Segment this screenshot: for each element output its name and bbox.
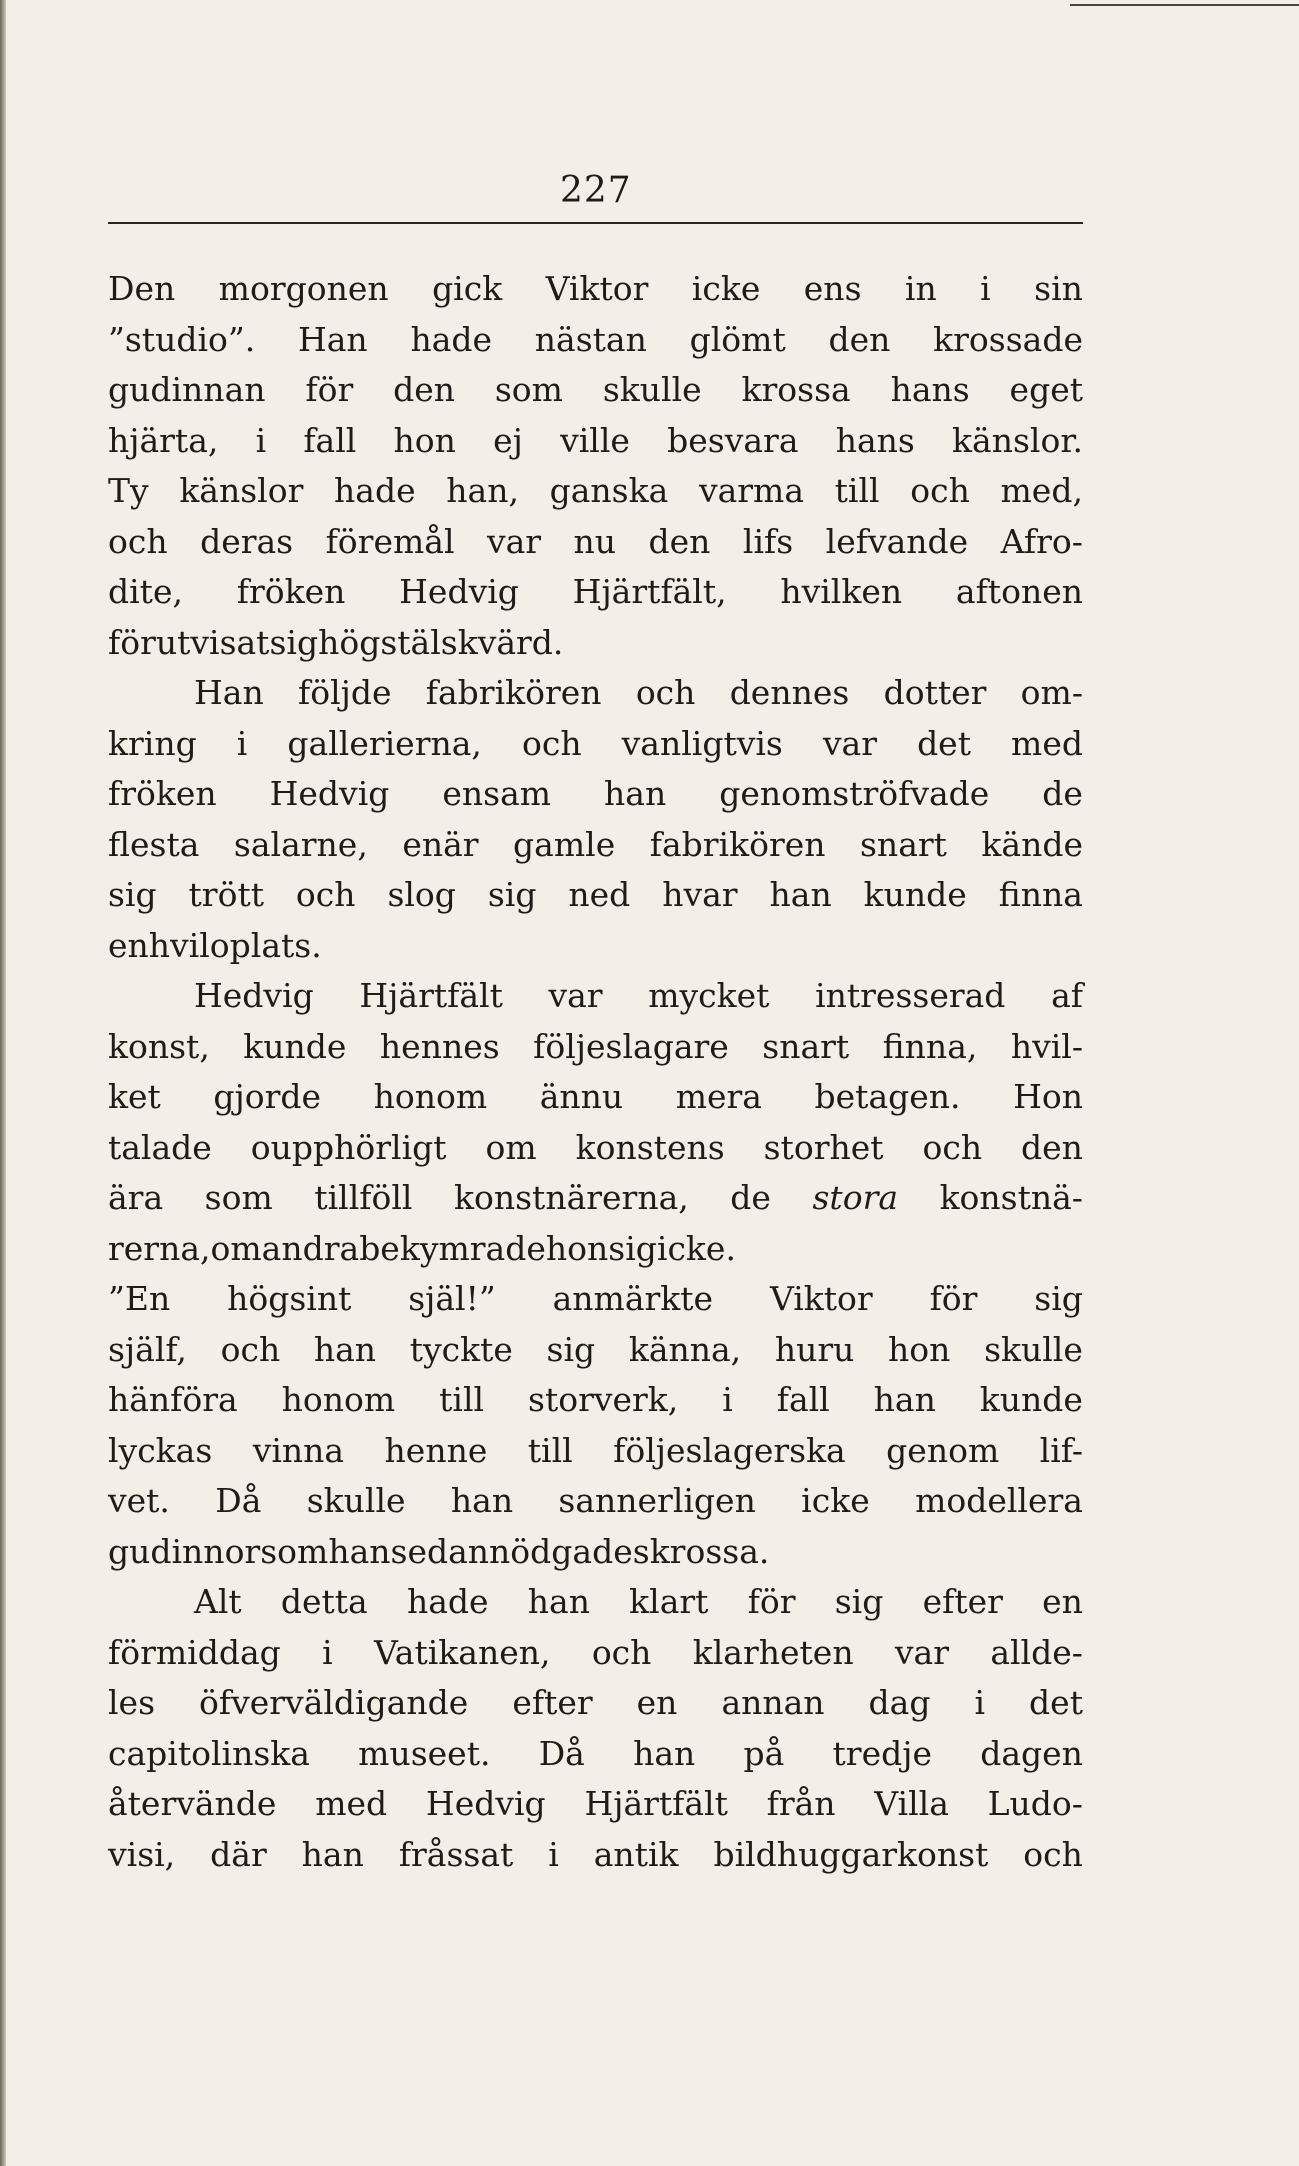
word: slog — [387, 875, 456, 914]
text-line — [108, 517, 1083, 568]
word: för — [929, 1279, 978, 1318]
word: besvara — [667, 420, 799, 460]
word: talade — [108, 1127, 212, 1167]
word: icke. — [656, 1228, 736, 1268]
word: hon — [393, 420, 456, 460]
word: tyckte — [409, 1329, 513, 1369]
word: den — [1021, 1127, 1083, 1167]
text-line — [108, 719, 1083, 770]
text-line — [108, 1274, 1083, 1325]
word: som — [260, 1531, 329, 1571]
word: mera — [675, 1077, 762, 1116]
word: till — [527, 1430, 573, 1470]
word: gallerierna, — [287, 723, 482, 763]
word: sannerligen — [558, 1481, 756, 1520]
word: öfverväldigande — [199, 1683, 469, 1722]
word: Viktor — [545, 269, 649, 308]
word: Hedvig — [269, 774, 390, 813]
word: tillföll — [314, 1178, 413, 1217]
word: Ty — [108, 471, 149, 510]
word: och — [220, 1329, 281, 1369]
word: hans — [835, 420, 915, 460]
word: tredje — [832, 1733, 932, 1773]
word: ganska — [549, 471, 669, 510]
word: med — [315, 1784, 388, 1823]
word: klarheten — [692, 1632, 854, 1672]
word: en — [636, 1683, 678, 1722]
word: skulle — [984, 1329, 1083, 1369]
text-line — [108, 1830, 1083, 1881]
word: var — [822, 723, 877, 763]
word: krossa. — [649, 1531, 770, 1571]
body-text — [108, 264, 1083, 1880]
text-line — [108, 618, 1083, 669]
word: ära — [108, 1178, 164, 1217]
word: ned — [568, 875, 631, 914]
word: anmärkte — [552, 1279, 714, 1318]
word: han — [328, 1531, 391, 1571]
word: enär — [402, 824, 479, 864]
word: var — [894, 1632, 949, 1672]
word: han — [604, 774, 667, 813]
text-line — [108, 264, 1083, 315]
word: och — [108, 521, 168, 561]
word: i — [974, 1683, 986, 1722]
word: hänföra — [108, 1380, 238, 1419]
word: antik — [593, 1834, 679, 1874]
word: museet. — [358, 1733, 491, 1773]
word: hvilken — [780, 572, 903, 611]
word: hvil- — [1010, 1026, 1083, 1066]
text-line — [108, 365, 1083, 416]
word: icke — [801, 1481, 870, 1520]
word: känna, — [628, 1329, 742, 1369]
word: kunde — [243, 1026, 347, 1066]
word: rerna, — [108, 1228, 211, 1268]
word: en — [1042, 1582, 1083, 1621]
word: Den — [108, 269, 176, 308]
word: gamle — [513, 824, 616, 864]
word: hon — [545, 1228, 609, 1268]
word: lif- — [1039, 1430, 1083, 1470]
word: sig — [1034, 1279, 1083, 1318]
word: högst — [318, 622, 411, 662]
header-rule — [108, 222, 1083, 224]
word: hade — [334, 471, 416, 510]
word: skulle — [602, 370, 702, 409]
word: deras — [200, 521, 294, 561]
word: dennes — [729, 673, 850, 712]
word: kunde — [979, 1380, 1083, 1419]
word: klart — [629, 1582, 709, 1621]
word: Ludo- — [987, 1784, 1083, 1823]
word: förmiddag — [108, 1632, 281, 1672]
word: efter — [512, 1683, 593, 1722]
word: capitolinska — [108, 1733, 310, 1773]
word: hans — [890, 370, 970, 409]
text-line — [108, 769, 1083, 820]
word: och — [521, 723, 582, 763]
word: dotter — [883, 673, 987, 712]
word: finna, — [882, 1026, 978, 1066]
word: känslor. — [952, 420, 1083, 460]
word: Hjärtfält — [584, 1784, 728, 1823]
word: vet. — [108, 1481, 170, 1520]
word: i — [980, 269, 991, 308]
word: han — [633, 1733, 696, 1773]
page-number: 227 — [560, 170, 632, 211]
word: andra — [261, 1228, 360, 1268]
text-line — [108, 567, 1083, 618]
page-edge-shadow — [0, 0, 6, 2166]
word: hade — [410, 319, 493, 359]
word: älskvärd. — [410, 622, 564, 662]
word: han, — [446, 471, 519, 510]
word: som — [204, 1178, 273, 1217]
word: från — [766, 1784, 836, 1823]
text-line — [108, 1577, 1083, 1628]
word: visat — [190, 622, 270, 662]
text-line — [108, 921, 1083, 972]
word: glömt — [689, 319, 786, 359]
word: sig — [269, 622, 319, 662]
word: dagen — [980, 1733, 1083, 1773]
word: oupphörligt — [250, 1127, 447, 1167]
word: själ!” — [408, 1279, 496, 1318]
text-line — [108, 1173, 1083, 1224]
word: konstnärerna, — [454, 1178, 689, 1217]
word: han — [527, 1582, 590, 1621]
top-margin-rule — [1070, 4, 1299, 6]
text-line — [108, 870, 1083, 921]
word: de — [1042, 774, 1083, 813]
word: gick — [432, 269, 503, 308]
text-line — [108, 668, 1083, 719]
word: han — [769, 875, 832, 914]
word: ens — [803, 269, 862, 308]
word: Han — [297, 319, 368, 359]
word: Hedvig — [425, 1784, 546, 1823]
word: han — [301, 1834, 364, 1874]
word: var — [486, 521, 542, 561]
word: dag — [868, 1683, 931, 1722]
word: detta — [280, 1582, 368, 1621]
word: gudinnan — [108, 370, 266, 409]
word: flesta — [108, 824, 200, 864]
word: det — [1029, 1683, 1083, 1722]
word: han — [450, 1481, 514, 1520]
word: kände — [981, 824, 1083, 864]
word: honom — [281, 1380, 396, 1419]
word: förut — [108, 622, 191, 662]
word: genomströfvade — [719, 774, 990, 813]
text-line — [108, 466, 1083, 517]
word: och — [635, 673, 696, 712]
text-line — [108, 1476, 1083, 1527]
word: i — [722, 1380, 733, 1419]
word: och — [1023, 1834, 1083, 1874]
word: krossa — [741, 370, 851, 409]
word: allde- — [990, 1632, 1083, 1672]
word: återvände — [108, 1784, 277, 1823]
word: ej — [493, 420, 523, 460]
word: sig — [487, 875, 537, 914]
text-line — [108, 971, 1083, 1022]
text-line — [108, 1375, 1083, 1426]
word: ”En — [108, 1279, 171, 1318]
word: ket — [108, 1077, 161, 1116]
word: fråssat — [398, 1834, 514, 1874]
text-line — [108, 1779, 1083, 1830]
word: och — [295, 875, 356, 914]
word: följeslagare — [533, 1026, 729, 1066]
word: vinna — [252, 1430, 345, 1470]
word: varma — [698, 471, 804, 510]
text-line — [108, 416, 1083, 467]
text-line — [108, 1678, 1083, 1729]
word: mycket — [648, 976, 770, 1015]
word: med, — [1000, 471, 1083, 510]
word: trött — [188, 875, 264, 914]
word: sig — [108, 875, 157, 914]
text-line — [108, 1022, 1083, 1073]
word: betagen. — [814, 1077, 961, 1116]
text-line — [108, 1325, 1083, 1376]
word: storhet — [763, 1127, 884, 1167]
word: ville — [560, 420, 630, 460]
text-line — [108, 1527, 1083, 1578]
word: och — [922, 1127, 983, 1167]
text-line — [108, 1628, 1083, 1679]
word: snart — [762, 1026, 850, 1066]
word: det — [917, 723, 971, 763]
word: aftonen — [955, 572, 1083, 611]
word: konstens — [575, 1127, 725, 1167]
word: Han — [194, 673, 264, 712]
word: sin — [1034, 269, 1083, 308]
word: han — [873, 1380, 936, 1419]
word: vanligtvis — [621, 723, 783, 763]
word: hviloplats. — [148, 925, 322, 965]
word: kunde — [863, 875, 967, 914]
word: följde — [297, 673, 392, 712]
word: känslor — [179, 471, 304, 510]
word: Hjärtfält, — [572, 572, 727, 611]
word: les — [108, 1683, 156, 1722]
word: om — [485, 1127, 537, 1167]
word: fröken — [236, 572, 346, 611]
word: hjärta, — [108, 420, 219, 460]
word: till — [439, 1380, 485, 1419]
word: nästan — [534, 319, 647, 359]
word: genom — [886, 1430, 1000, 1470]
word: lifs — [742, 521, 794, 561]
text-line — [108, 1729, 1083, 1780]
word: ännu — [539, 1077, 624, 1116]
word: han — [313, 1329, 377, 1369]
word: var — [548, 976, 603, 1015]
word: där — [210, 1834, 267, 1874]
word: på — [743, 1733, 785, 1773]
word: af — [1051, 976, 1083, 1015]
word: Vatikanen, — [373, 1632, 551, 1672]
word: till — [834, 471, 880, 510]
word: om- — [1020, 673, 1083, 712]
word: och — [591, 1632, 652, 1672]
word: den — [648, 521, 711, 561]
word: Villa — [874, 1784, 949, 1823]
word: gudinnor — [108, 1531, 261, 1571]
word: i — [236, 723, 248, 763]
word: dite, — [108, 572, 183, 611]
word: fall — [303, 420, 357, 460]
word: Viktor — [769, 1279, 873, 1318]
text-line — [108, 820, 1083, 871]
word: sig — [834, 1582, 884, 1621]
word: finna — [998, 875, 1083, 914]
word: honom — [373, 1077, 488, 1116]
word: stora — [812, 1178, 899, 1217]
word: högsint — [227, 1279, 352, 1318]
word: sedan — [390, 1531, 490, 1571]
word: fall — [776, 1380, 830, 1419]
word: för — [747, 1582, 796, 1621]
word: snart — [860, 824, 947, 864]
text-line — [108, 315, 1083, 366]
word: fabrikören — [649, 824, 826, 864]
word: Afro- — [1000, 521, 1083, 561]
text-line — [108, 1426, 1083, 1477]
word: hennes — [379, 1026, 500, 1066]
word: de — [730, 1178, 771, 1217]
text-line — [108, 1224, 1083, 1275]
word: icke — [691, 269, 761, 308]
word: henne — [384, 1430, 488, 1470]
word: med — [1011, 723, 1083, 763]
word: kring — [108, 723, 197, 763]
word: in — [904, 269, 937, 308]
word: den — [393, 370, 455, 409]
word: i — [255, 420, 267, 460]
word: modellera — [915, 1481, 1083, 1520]
word: Hedvig — [194, 976, 314, 1015]
word: bildhuggarkonst — [713, 1834, 989, 1874]
word: för — [305, 370, 354, 409]
word: storverk, — [528, 1380, 679, 1419]
word: skulle — [306, 1481, 406, 1520]
word: Alt — [194, 1582, 242, 1621]
word: annan — [721, 1683, 825, 1722]
word: fröken — [108, 774, 217, 813]
word: och — [910, 471, 970, 510]
word: fabrikören — [425, 673, 602, 712]
text-line — [108, 1123, 1083, 1174]
word: krossade — [933, 319, 1083, 359]
word: morgonen — [218, 269, 389, 308]
text-line — [108, 1072, 1083, 1123]
word: Då — [215, 1481, 262, 1520]
word: som — [494, 370, 563, 409]
word: hon — [888, 1329, 951, 1369]
word: gjorde — [213, 1077, 322, 1116]
word: konst, — [108, 1026, 210, 1066]
word: sig — [608, 1228, 657, 1268]
word: Hjärtfält — [359, 976, 503, 1015]
word: i — [322, 1632, 333, 1672]
word: i — [548, 1834, 559, 1874]
word: sig — [546, 1329, 596, 1369]
word: eget — [1009, 370, 1083, 409]
word: ensam — [442, 774, 552, 813]
word: ”studio”. — [108, 319, 256, 359]
word: nu — [573, 521, 617, 561]
word: visi, — [108, 1834, 176, 1874]
word: Hedvig — [399, 572, 519, 611]
word: följeslagerska — [613, 1430, 846, 1470]
word: lefvande — [825, 521, 969, 561]
word: konstnä- — [939, 1178, 1083, 1217]
word: själf, — [108, 1329, 187, 1369]
word: lyckas — [108, 1430, 213, 1470]
word: hade — [406, 1582, 489, 1621]
word: huru — [774, 1329, 855, 1369]
word: Då — [538, 1733, 585, 1773]
word: bekymrade — [359, 1228, 546, 1268]
word: efter — [922, 1582, 1003, 1621]
word: nödgades — [489, 1531, 650, 1571]
word: salarne, — [233, 824, 368, 864]
word: den — [828, 319, 891, 359]
word: Hon — [1013, 1077, 1083, 1116]
word: om — [210, 1228, 262, 1268]
word: intresserad — [815, 976, 1006, 1015]
word: föremål — [325, 521, 455, 561]
word: hvar — [662, 875, 738, 914]
word: en — [108, 925, 149, 965]
